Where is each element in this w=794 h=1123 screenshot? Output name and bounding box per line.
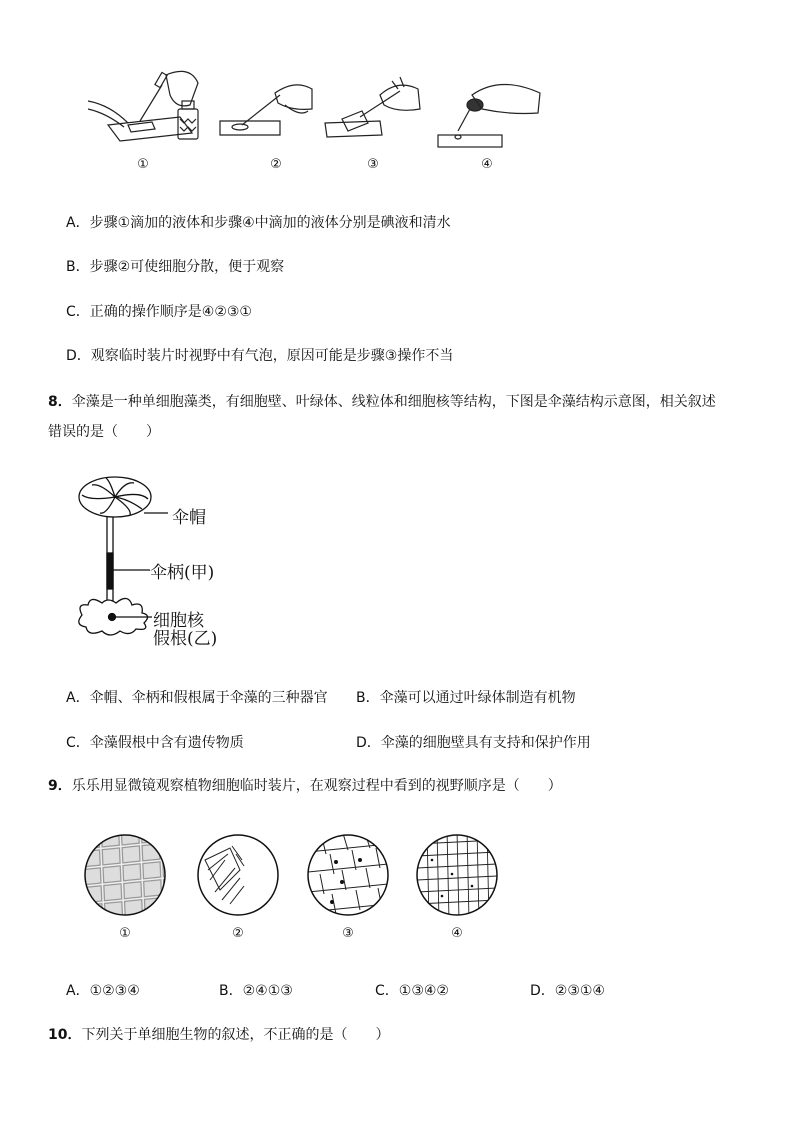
field-2-label: ② bbox=[232, 926, 244, 941]
rhizoid-label: 假根(乙) bbox=[153, 629, 218, 649]
q9-option-c: C．①③④② bbox=[375, 983, 449, 999]
step-1-illustration bbox=[88, 71, 198, 141]
slide-prep-figure bbox=[80, 65, 560, 155]
step-3-label: ③ bbox=[367, 157, 379, 172]
step-4-illustration bbox=[438, 84, 540, 147]
q8-stem-text: 伞藻是一种单细胞藻类，有细胞壁、叶绿体、线粒体和细胞核等结构，下图是伞藻结构示意图，相关叙述 bbox=[71, 394, 716, 410]
q8-stem-line2: 错误的是（ ） bbox=[48, 424, 160, 440]
microscope-fields-figure bbox=[80, 830, 510, 920]
q9-option-d: D．②③①④ bbox=[530, 983, 605, 999]
q8-option-d: D．伞藻的细胞壁具有支持和保护作用 bbox=[356, 735, 591, 751]
q7-option-c: C．正确的操作顺序是④②③① bbox=[66, 304, 252, 320]
q9-number: 9． bbox=[48, 778, 72, 794]
field-3-label: ③ bbox=[342, 926, 354, 941]
step-1-label: ① bbox=[137, 157, 149, 172]
q7-option-d: D．观察临时装片时视野中有气泡，原因可能是步骤③操作不当 bbox=[66, 348, 454, 364]
q9-option-a: A．①②③④ bbox=[66, 983, 140, 999]
field-1 bbox=[85, 830, 165, 920]
q7-option-a: A．步骤①滴加的液体和步骤④中滴加的液体分别是碘液和清水 bbox=[66, 215, 451, 231]
q9-stem-text: 乐乐用显微镜观察植物细胞临时装片，在观察过程中看到的视野顺序是（ ） bbox=[71, 778, 562, 794]
q8-option-b: B．伞藻可以通过叶绿体制造有机物 bbox=[356, 690, 576, 706]
field-4 bbox=[417, 830, 497, 920]
nucleus-dot bbox=[109, 614, 116, 621]
step-3-illustration bbox=[325, 77, 420, 137]
q10-stem bbox=[48, 1026, 389, 1044]
q8-stem-line1 bbox=[48, 393, 716, 411]
field-1-label: ① bbox=[119, 926, 131, 941]
stalk-label: 伞柄(甲) bbox=[150, 563, 215, 583]
stalk-dark-band bbox=[107, 553, 113, 589]
q8-option-a: A．伞帽、伞柄和假根属于伞藻的三种器官 bbox=[66, 690, 328, 706]
nucleus-label: 细胞核 bbox=[153, 611, 204, 631]
q8-number: 8． bbox=[48, 394, 72, 410]
field-3 bbox=[308, 830, 388, 915]
field-4-label: ④ bbox=[451, 926, 463, 941]
q9-stem bbox=[48, 777, 562, 795]
step-4-label: ④ bbox=[481, 157, 493, 172]
cap-label: 伞帽 bbox=[172, 508, 206, 528]
q8-option-c: C．伞藻假根中含有遗传物质 bbox=[66, 735, 244, 751]
step-2-label: ② bbox=[270, 157, 282, 172]
q7-option-b: B．步骤②可使细胞分散，便于观察 bbox=[66, 259, 285, 275]
step-2-illustration bbox=[220, 85, 312, 135]
q10-stem-text: 下列关于单细胞生物的叙述，不正确的是（ ） bbox=[81, 1027, 390, 1043]
q9-option-b: B．②④①③ bbox=[219, 983, 293, 999]
q10-number: 10． bbox=[48, 1027, 82, 1043]
